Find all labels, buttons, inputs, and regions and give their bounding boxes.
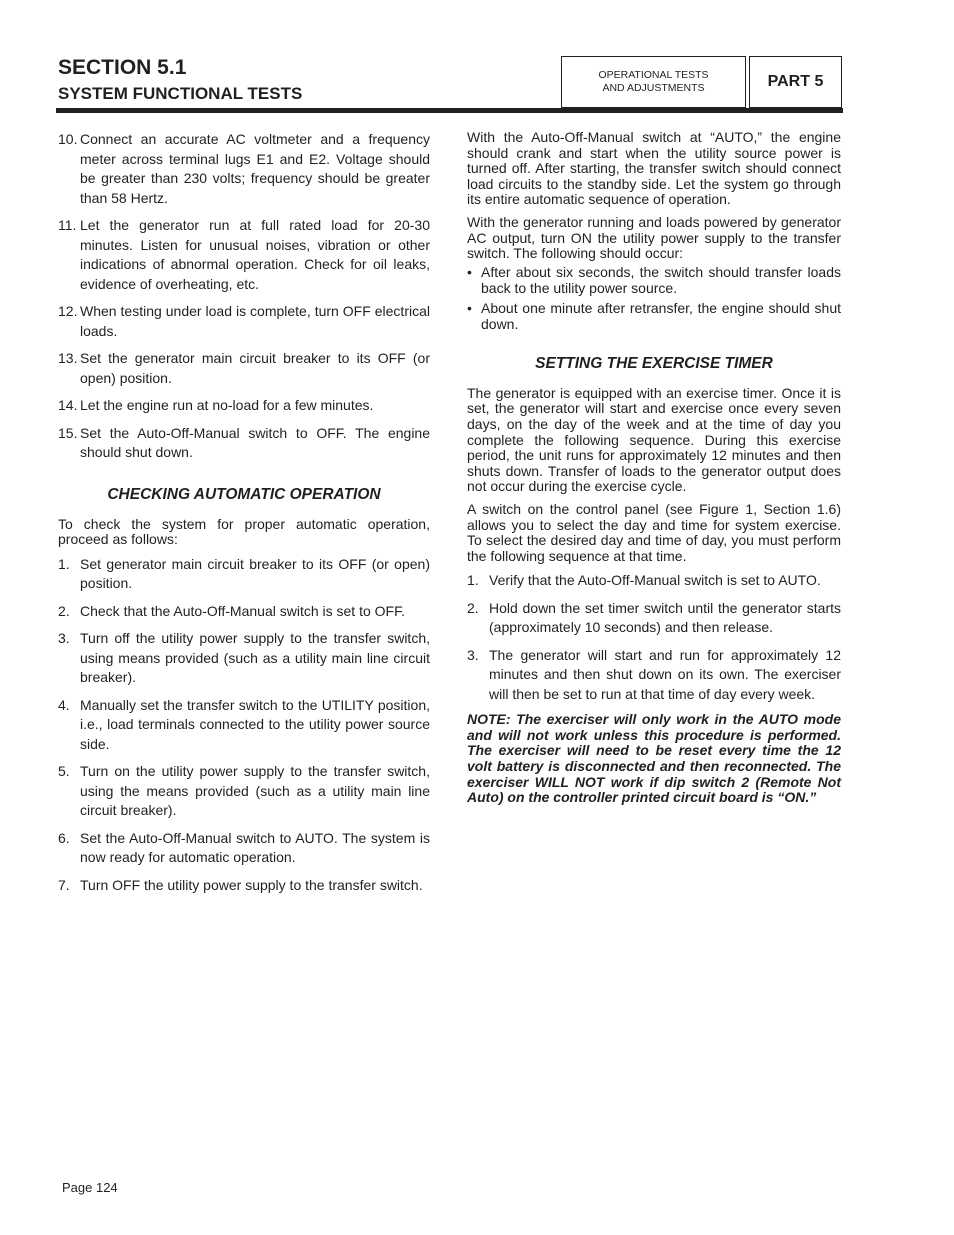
item-number: 3. bbox=[467, 646, 479, 663]
item-text: The generator will start and run for approximately 12 minutes and then shut down on its own. The exerciser will then be set to run at that time of day every week. bbox=[489, 646, 841, 702]
list-item bbox=[58, 762, 430, 821]
item-number: 12. bbox=[58, 303, 78, 319]
exercise-timer-paragraph: The generator is equipped with an exercise timer. Once it is set, the generator will start and exercise once every seven days, on the day of the week and at the time of day you complete the following sequence. During this exercise period, the unit runs for approximately 12 minutes and then shuts down. Transfer of loads to the generator output does not occur during the exercise cycle. bbox=[467, 384, 841, 495]
auto-description-paragraph: With the Auto-Off-Manual switch at “AUTO,” the engine should crank and start when the utility source power is turned off. After starting, the transfer switch should connect load circuits to the standby side. Let the system go through its entire automatic sequence of operation. bbox=[467, 129, 841, 208]
item-text: Set the Auto-Off-Manual switch to OFF. The engine should shut down. bbox=[80, 424, 430, 460]
list-item bbox=[58, 396, 430, 416]
section-title: SECTION 5.1 bbox=[58, 56, 187, 79]
timer-steps-list bbox=[467, 571, 841, 704]
item-number: 6. bbox=[58, 829, 70, 846]
bullet-dot: • bbox=[467, 299, 472, 316]
heading-automatic-operation: CHECKING AUTOMATIC OPERATION bbox=[107, 485, 381, 503]
list-item bbox=[58, 555, 430, 594]
chapter-label-box bbox=[561, 56, 746, 108]
item-text: Set the Auto-Off-Manual switch to AUTO. The system is now ready for automatic operation. bbox=[80, 829, 430, 866]
item-number: 1. bbox=[467, 572, 479, 589]
item-text: Manually set the transfer switch to the UTILITY position, i.e., load terminals connected to the utility power source side. bbox=[80, 696, 430, 752]
item-text: Let the engine run at no-load for a few minutes. bbox=[80, 397, 374, 413]
intro-paragraph: To check the system for proper automatic operation, proceed as follows: bbox=[58, 515, 430, 548]
bullet-item bbox=[467, 300, 841, 332]
item-text: Turn off the utility power supply to the transfer switch, using means provided (such as a utility main line circuit breaker). bbox=[80, 630, 430, 686]
test-steps-list bbox=[58, 130, 430, 463]
item-number: 14. bbox=[58, 397, 78, 413]
list-item bbox=[58, 130, 430, 208]
item-number: 3. bbox=[58, 630, 70, 647]
retransfer-paragraph: With the generator running and loads powered by generator AC output, turn ON the utility power supply to the transfer switch. The following should occur: bbox=[467, 213, 841, 262]
control-panel-paragraph: A switch on the control panel (see Figure 1, Section 1.6) allows you to select the day and time for system exercise. To select the desired day and time of day, you must perform the following sequence at that time. bbox=[467, 500, 841, 564]
item-text: Verify that the Auto-Off-Manual switch is set to AUTO. bbox=[489, 572, 821, 589]
item-text: Turn OFF the utility power supply to the transfer switch. bbox=[80, 876, 423, 893]
chapter-label-line2: AND ADJUSTMENTS bbox=[602, 82, 705, 94]
list-item bbox=[58, 349, 430, 388]
item-number: 5. bbox=[58, 763, 70, 780]
list-item bbox=[467, 646, 841, 705]
item-number: 11. bbox=[58, 217, 77, 233]
item-text: Set generator main circuit breaker to its OFF (or open) position. bbox=[80, 555, 430, 592]
item-text: Turn on the utility power supply to the transfer switch, using the means provided (such as a utility main line circuit breaker). bbox=[80, 763, 430, 819]
item-number: 7. bbox=[58, 876, 70, 893]
list-item bbox=[467, 599, 841, 638]
exerciser-note: NOTE: The exerciser will only work in the AUTO mode and will not work unless this procedure is performed. The exerciser will need to be reset every time the 12 volt battery is disconnected and then reconnected. The exerciser WILL NOT work if dip switch 2 (Remote Not Auto) on the controller printed circuit board is “ON.” bbox=[467, 711, 841, 806]
chapter-label-line1: OPERATIONAL TESTS bbox=[598, 69, 709, 81]
list-item bbox=[58, 424, 430, 463]
bullet-text: About one minute after retransfer, the engine should shut down. bbox=[481, 299, 841, 332]
list-item bbox=[58, 302, 430, 341]
item-number: 2. bbox=[58, 602, 70, 619]
item-text: Let the generator run at full rated load for 20-30 minutes. Listen for unusual noises, vibration or other indications of abnormal operation. Check for oil leaks, evidence of overheating, etc. bbox=[80, 217, 430, 292]
list-item bbox=[467, 571, 841, 591]
page-number: Page 124 bbox=[62, 1180, 118, 1195]
item-number: 13. bbox=[58, 350, 78, 366]
heading-exercise-timer: SETTING THE EXERCISE TIMER bbox=[535, 354, 773, 372]
section-subtitle: SYSTEM FUNCTIONAL TESTS bbox=[58, 84, 303, 103]
automatic-steps-list bbox=[58, 555, 430, 896]
bullet-item bbox=[467, 264, 841, 296]
left-column bbox=[58, 130, 430, 903]
item-text: Hold down the set timer switch until the generator starts (approximately 10 seconds) and then release. bbox=[489, 599, 841, 636]
part-label: PART 5 bbox=[749, 56, 842, 108]
list-item bbox=[58, 216, 430, 294]
list-item bbox=[58, 629, 430, 688]
item-number: 4. bbox=[58, 696, 70, 713]
bullet-text: After about six seconds, the switch should transfer loads back to the utility power source. bbox=[481, 263, 841, 296]
item-text: Connect an accurate AC voltmeter and a frequency meter across terminal lugs E1 and E2. Voltage should be greater than 230 volts; frequency should be greater than 58 Hertz. bbox=[80, 131, 430, 206]
bullet-dot: • bbox=[467, 263, 472, 280]
list-item bbox=[58, 829, 430, 868]
list-item bbox=[58, 602, 430, 622]
list-item bbox=[58, 696, 430, 755]
item-number: 10. bbox=[58, 131, 78, 147]
item-text: Check that the Auto-Off-Manual switch is set to OFF. bbox=[80, 602, 405, 619]
list-item bbox=[58, 876, 430, 896]
item-text: When testing under load is complete, turn OFF electrical loads. bbox=[80, 303, 430, 339]
item-number: 15. bbox=[58, 424, 78, 441]
right-column bbox=[467, 130, 841, 820]
header-divider bbox=[56, 108, 843, 113]
item-number: 1. bbox=[58, 555, 70, 572]
item-text: Set the generator main circuit breaker to its OFF (or open) position. bbox=[80, 350, 430, 386]
item-number: 2. bbox=[467, 599, 479, 616]
